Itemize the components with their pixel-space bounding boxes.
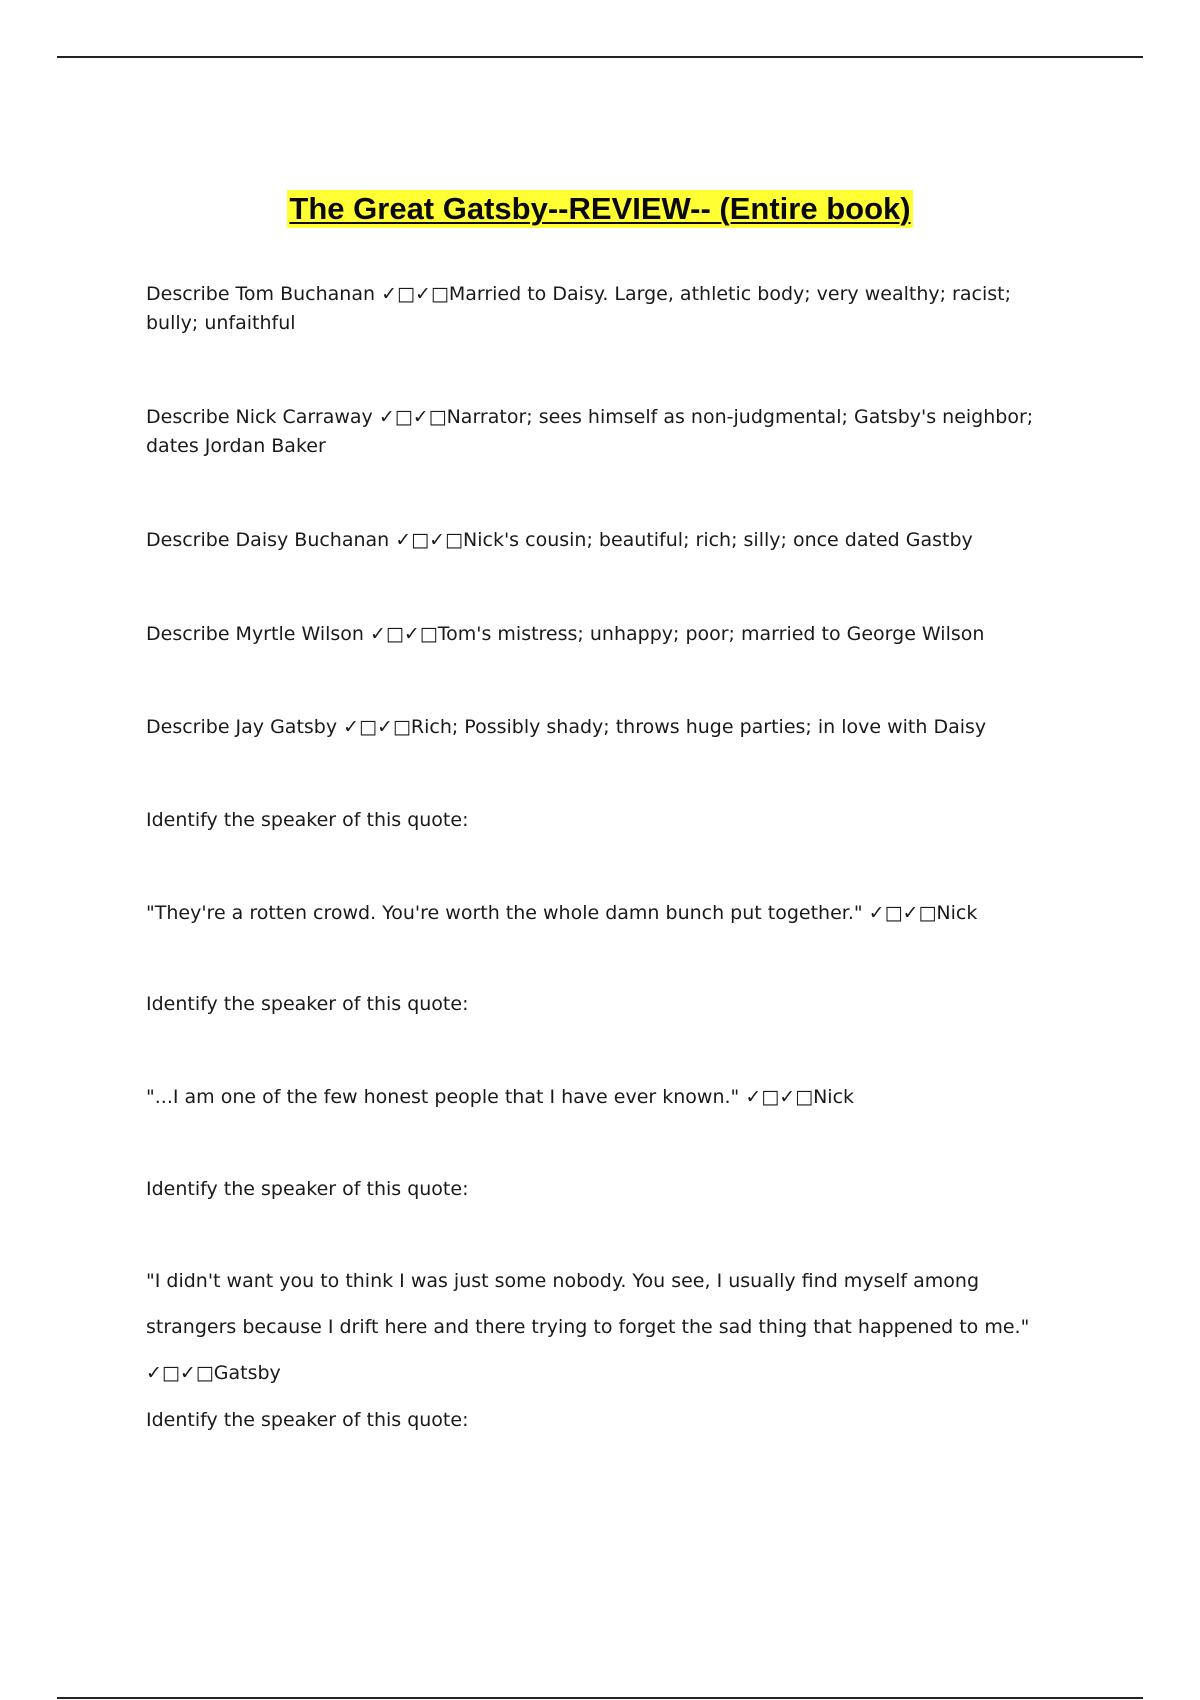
entry-answer: Rich; Possibly shady; throws huge parties; in love with Daisy bbox=[410, 716, 987, 738]
quote-answer: Nick bbox=[936, 902, 978, 924]
page-bottom-rule bbox=[57, 1697, 1143, 1699]
document-title: The Great Gatsby--REVIEW-- (Entire book) bbox=[289, 191, 911, 226]
check-marks: ✓□✓□ bbox=[868, 902, 937, 924]
entry-question: Describe Nick Carraway bbox=[146, 406, 379, 428]
entry-answer: Tom's mistress; unhappy; poor; married to George Wilson bbox=[437, 623, 985, 645]
speaker-prompt-3: Identify the speaker of this quote: bbox=[146, 1178, 469, 1200]
quote-2 bbox=[146, 1083, 1066, 1112]
quote-text: "I didn't want you to think I was just some nobody. You see, I usually find myself among strangers because I drift here and there trying to forget the sad thing that happened to me." bbox=[146, 1270, 1030, 1338]
quote-answer: Gatsby bbox=[213, 1362, 281, 1384]
check-marks: ✓□✓□ bbox=[381, 283, 449, 305]
entry-nick-carraway bbox=[146, 403, 1066, 461]
quote-text: "...I am one of the few honest people that I have ever known." bbox=[146, 1086, 746, 1108]
entry-question: Describe Myrtle Wilson bbox=[146, 623, 370, 645]
check-marks: ✓□✓□ bbox=[343, 716, 411, 738]
entry-question: Describe Jay Gatsby bbox=[146, 716, 344, 738]
entry-answer: Narrator; sees himself as non-judgmental; Gatsby's neighbor; dates Jordan Baker bbox=[146, 406, 1034, 457]
entry-daisy-buchanan bbox=[146, 526, 1066, 555]
speaker-prompt-2: Identify the speaker of this quote: bbox=[146, 993, 469, 1015]
quote-1 bbox=[146, 899, 1066, 928]
entry-myrtle-wilson bbox=[146, 620, 1066, 649]
entry-answer: Nick's cousin; beautiful; rich; silly; once dated Gastby bbox=[463, 529, 973, 551]
page-top-rule bbox=[57, 56, 1143, 58]
title-wrap bbox=[0, 190, 1200, 228]
entry-question: Describe Daisy Buchanan bbox=[146, 529, 396, 551]
quote-answer: Nick bbox=[813, 1086, 855, 1108]
entry-tom-buchanan bbox=[146, 280, 1066, 338]
check-marks: ✓□✓□ bbox=[395, 529, 464, 551]
entry-answer: Married to Daisy. Large, athletic body; very wealthy; racist; bully; unfaithful bbox=[146, 283, 1011, 334]
check-marks: ✓□✓□ bbox=[369, 623, 438, 645]
check-marks: ✓□✓□ bbox=[146, 1362, 214, 1384]
quote-text: "They're a rotten crowd. You're worth the whole damn bunch put together." bbox=[146, 902, 869, 924]
entry-question: Describe Tom Buchanan bbox=[146, 283, 382, 305]
speaker-prompt-1: Identify the speaker of this quote: bbox=[146, 809, 469, 831]
check-marks: ✓□✓□ bbox=[378, 406, 447, 428]
speaker-prompt-4: Identify the speaker of this quote: bbox=[146, 1409, 469, 1431]
entry-jay-gatsby bbox=[146, 713, 1066, 742]
quote-3 bbox=[146, 1258, 1066, 1396]
check-marks: ✓□✓□ bbox=[745, 1086, 814, 1108]
